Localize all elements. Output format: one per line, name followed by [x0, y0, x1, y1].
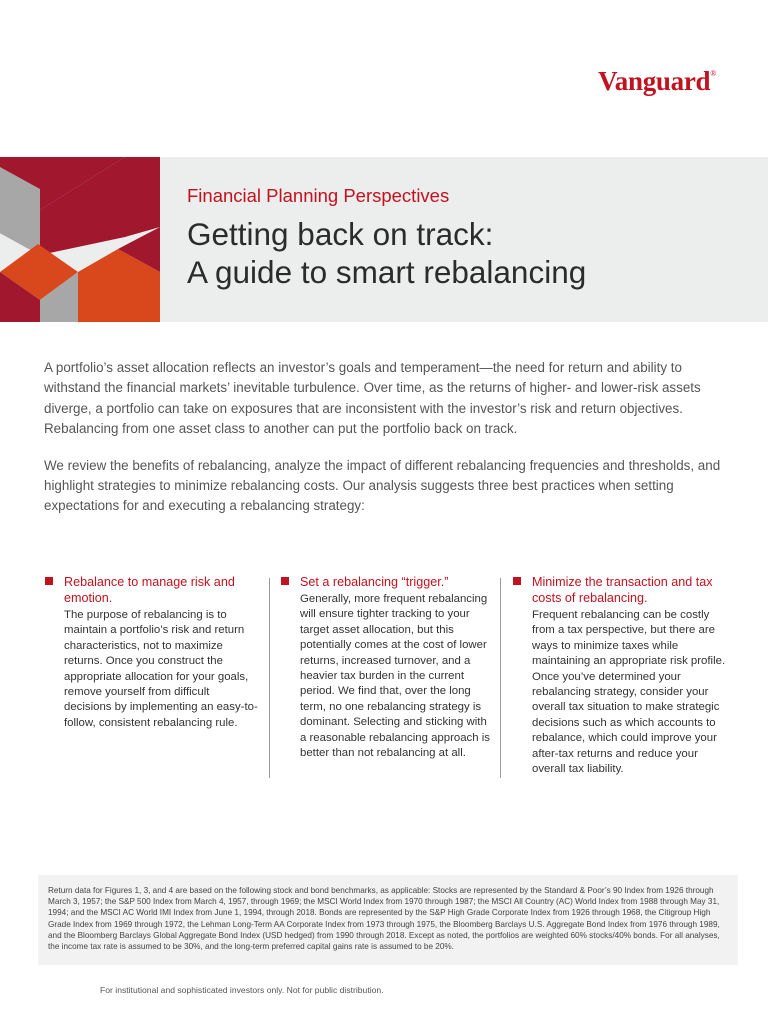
series-kicker: Financial Planning Perspectives [187, 185, 450, 206]
square-bullet-icon [513, 577, 521, 585]
distribution-disclaimer: For institutional and sophisticated investors only. Not for public distribution. [100, 985, 384, 995]
best-practice-body: Generally, more frequent rebalancing will ensure tighter tracking to your target asset allocation, but this potentially comes at the cost of lower returns, increased turnover, and a heavier tax burden in the current period. We find that, over the long term, no one rebalancing strategy is dominant. Selecting and sticking with a reasonable rebalancing approach is better than not rebalancing at all. [300, 593, 490, 760]
page-title [187, 215, 586, 291]
vanguard-logo: Vanguard® [598, 66, 716, 96]
methodology-footnote: Return data for Figures 1, 3, and 4 are based on the following stock and bond benchmarks, as applicable: Stocks are represented by the Standard & Poor’s 90 Index from 1926 through March 3, 1957; the S&P 500 Index from March 4, 1957, through 1969; the MSCI World Index from 1970 through 1987; the MSCI All Country (AC) World Index from 1988 through May 31, 1994; and the MSCI AC World IMI Index from June 1, 1994, through 2018. Bonds are represented by the S&P High Grade Corporate Index from 1926 through 1968, the Citigroup High Grade Index from 1969 through 1972, the Lehman Long-Term AA Corporate Index from 1973 through 1975, the Bloomberg Barclays U.S. Aggregate Bond Index from 1976 through 1989, and the Bloomberg Barclays Global Aggregate Bond Index (USD hedged) from 1990 through 2018. Except as noted, the portfolios are weighted 60% stocks/40% bonds. For all analyses, the income tax rate is assumed to be 30%, and the long-term preferred capital gains rate is assumed to be 20%. [38, 875, 738, 965]
best-practice-heading: Set a rebalancing “trigger.” [280, 574, 495, 590]
best-practice-heading: Rebalance to manage risk and emotion. [44, 574, 259, 606]
intro-paragraph-1: A portfolio’s asset allocation reflects an investor’s goals and temperament—the need for return and ability to withstand the financial markets’ inevitable turbulence. Over time, as the returns of higher- and lower-risk assets diverge, a portfolio can take on exposures that are inconsistent with the investor’s risk and return objectives. Rebalancing from one asset class to another can put the portfolio back on track. [44, 360, 701, 437]
best-practice-body: Frequent rebalancing can be costly from a tax perspective, but there are ways to minimize taxes while maintaining an appropriate risk profile. Once you’ve determined your rebalancing strategy, consider your overall tax situation to make strategic decisions such as which accounts to rebalance, which could improve your after-tax returns and reduce your overall tax liability. [532, 609, 726, 776]
title-line-1: Getting back on track: [187, 216, 494, 252]
best-practice-2 [280, 574, 495, 761]
best-practice-body: The purpose of rebalancing is to maintain a portfolio’s risk and return characteristics, not to maximize returns. Once you construct the appropriate allocation for your goals, remove yourself from difficult decisions by implementing an easy-to-follow, consistent rebalancing rule. [64, 609, 258, 729]
title-line-2: A guide to smart rebalancing [187, 254, 587, 290]
column-divider [500, 578, 501, 778]
title-banner [0, 157, 768, 322]
registered-mark: ® [710, 69, 716, 78]
best-practice-3 [512, 574, 727, 777]
intro-section [44, 358, 724, 533]
best-practice-1 [44, 574, 259, 731]
column-divider [269, 578, 270, 778]
intro-paragraph-2: We review the benefits of rebalancing, analyze the impact of different rebalancing frequencies and thresholds, and highlight strategies to minimize rebalancing costs. Our analysis suggests three best practices when setting expectations for and executing a rebalancing strategy: [44, 457, 721, 514]
best-practice-heading: Minimize the transaction and tax costs of rebalancing. [512, 574, 727, 606]
square-bullet-icon [45, 577, 53, 585]
cube-pattern-graphic [0, 157, 160, 322]
square-bullet-icon [281, 577, 289, 585]
